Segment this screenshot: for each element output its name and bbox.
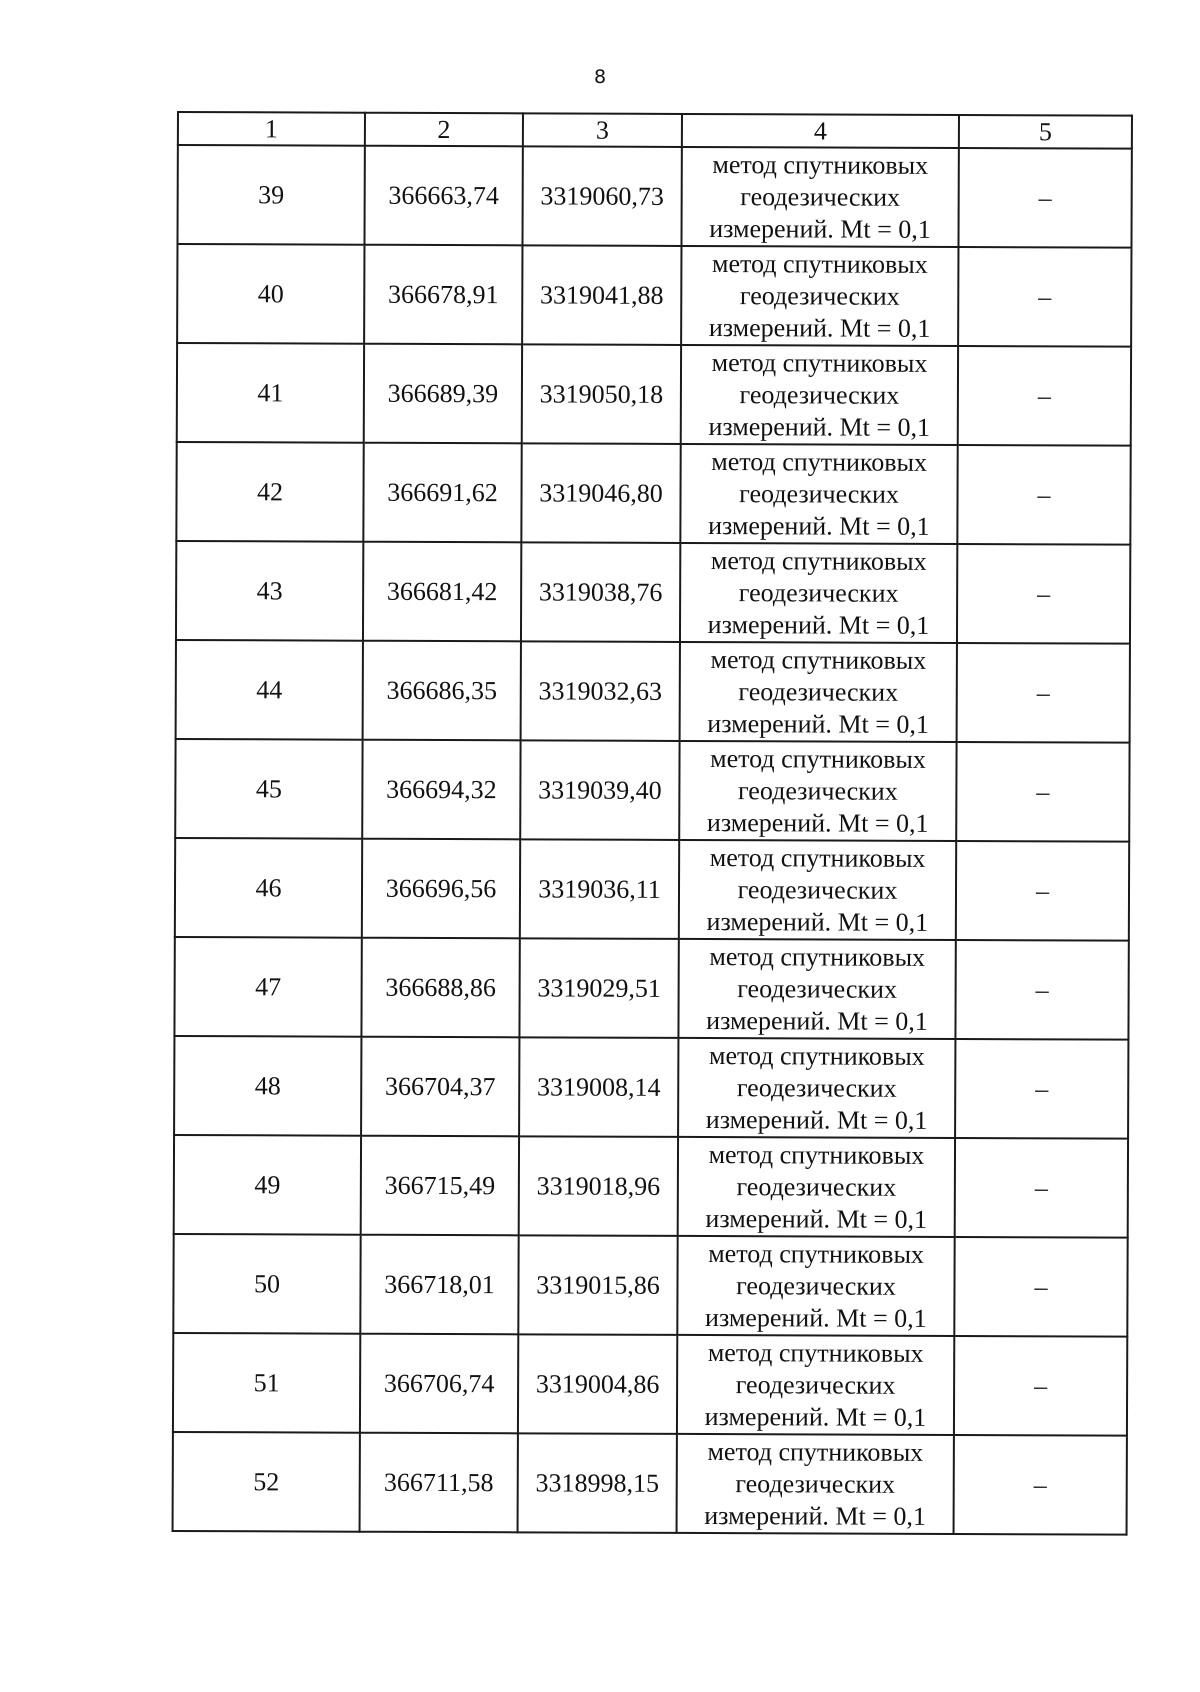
table-row — [174, 1036, 1128, 1139]
y-coordinate-cell: 3319038,76 — [521, 542, 680, 642]
method-cell — [680, 642, 957, 742]
column-header: 2 — [365, 113, 523, 147]
method-line: измерений. Mt = 0,1 — [707, 609, 930, 640]
method-line: измерений. Mt = 0,1 — [706, 906, 929, 937]
table-row — [173, 1432, 1127, 1535]
point-number-cell: 42 — [176, 442, 363, 542]
x-coordinate-cell: 366696,56 — [362, 839, 520, 939]
method-line: метод спутниковых — [708, 1139, 925, 1170]
method-line: метод спутниковых — [710, 545, 927, 576]
point-number-cell: 40 — [177, 244, 364, 344]
method-line: метод спутниковых — [709, 842, 926, 873]
method-cell — [681, 246, 958, 346]
y-coordinate-cell: 3319050,18 — [522, 344, 681, 444]
method-line: метод спутниковых — [710, 644, 927, 675]
table-row — [175, 838, 1129, 941]
x-coordinate-cell: 366715,49 — [361, 1136, 519, 1236]
method-line: геодезических — [737, 973, 898, 1004]
note-cell: – — [954, 1435, 1127, 1535]
x-coordinate-cell: 366681,42 — [363, 542, 521, 642]
method-line: метод спутниковых — [712, 149, 929, 180]
column-header: 1 — [178, 112, 365, 146]
method-line: измерений. Mt = 0,1 — [708, 510, 930, 541]
method-line: геодезических — [735, 1369, 896, 1400]
method-cell — [679, 741, 956, 841]
point-number-cell: 48 — [174, 1036, 361, 1136]
method-line: измерений. Mt = 0,1 — [707, 708, 930, 739]
y-coordinate-cell: 3319018,96 — [519, 1136, 678, 1236]
method-line: геодезических — [740, 181, 901, 212]
point-number-cell: 51 — [173, 1333, 360, 1433]
method-line: метод спутниковых — [712, 248, 928, 279]
x-coordinate-cell: 366686,35 — [363, 641, 521, 741]
note-cell: – — [957, 445, 1130, 545]
method-line: геодезических — [738, 676, 899, 707]
method-line: геодезических — [739, 280, 900, 311]
method-line: метод спутниковых — [707, 1337, 924, 1368]
note-cell: – — [956, 742, 1129, 842]
point-number-cell: 39 — [177, 145, 364, 245]
table-row — [176, 640, 1130, 743]
method-cell — [677, 1236, 954, 1336]
x-coordinate-cell: 366689,39 — [364, 344, 522, 444]
x-coordinate-cell: 366711,58 — [360, 1433, 518, 1533]
method-cell — [681, 345, 958, 445]
method-line: метод спутниковых — [710, 743, 926, 774]
table-row — [175, 739, 1129, 842]
y-coordinate-cell: 3319015,86 — [518, 1235, 677, 1335]
method-line: измерений. Mt = 0,1 — [708, 411, 931, 442]
y-coordinate-cell: 3319032,63 — [521, 641, 680, 741]
method-cell — [680, 543, 957, 643]
method-cell — [678, 1038, 955, 1138]
note-cell: – — [955, 940, 1128, 1040]
method-line: геодезических — [737, 775, 898, 806]
point-number-cell: 52 — [173, 1432, 360, 1532]
table-row — [177, 145, 1131, 248]
x-coordinate-cell: 366694,32 — [362, 740, 520, 840]
point-number-cell: 43 — [176, 541, 363, 641]
note-cell: – — [955, 1039, 1128, 1139]
method-line: измерений. Mt = 0,1 — [704, 1500, 926, 1531]
table-row — [174, 937, 1128, 1040]
column-header: 5 — [959, 115, 1132, 149]
y-coordinate-cell: 3319039,40 — [520, 740, 679, 840]
table-row — [176, 442, 1130, 545]
y-coordinate-cell: 3319060,73 — [522, 146, 681, 246]
method-line: геодезических — [738, 577, 899, 608]
table-row — [177, 343, 1131, 446]
point-number-cell: 44 — [176, 640, 363, 740]
point-number-cell: 49 — [174, 1135, 361, 1235]
y-coordinate-cell: 3319041,88 — [522, 245, 681, 345]
point-number-cell: 41 — [177, 343, 364, 443]
point-number-cell: 45 — [175, 739, 362, 839]
method-line: геодезических — [739, 478, 899, 509]
method-line: измерений. Mt = 0,1 — [706, 807, 929, 838]
table-header-row — [178, 112, 1132, 149]
method-line: геодезических — [739, 379, 900, 410]
y-coordinate-cell: 3319046,80 — [521, 443, 680, 543]
y-coordinate-cell: 3319029,51 — [519, 938, 678, 1038]
method-line: метод спутниковых — [707, 1436, 924, 1467]
method-line: геодезических — [735, 1468, 896, 1499]
method-line: измерений. Mt = 0,1 — [708, 312, 931, 343]
method-line: метод спутниковых — [708, 1238, 925, 1269]
method-line: измерений. Mt = 0,1 — [709, 213, 931, 244]
method-cell — [680, 444, 957, 544]
method-cell — [678, 939, 955, 1039]
method-line: геодезических — [736, 1171, 897, 1202]
x-coordinate-cell: 366663,74 — [364, 146, 522, 246]
x-coordinate-cell: 366678,91 — [364, 245, 522, 345]
method-line: геодезических — [737, 874, 898, 905]
table-row — [174, 1135, 1128, 1238]
x-coordinate-cell: 366718,01 — [360, 1235, 518, 1335]
x-coordinate-cell: 366704,37 — [361, 1037, 519, 1137]
note-cell: – — [954, 1336, 1127, 1436]
coordinates-table-container — [172, 111, 1131, 1536]
method-line: геодезических — [736, 1072, 897, 1103]
column-header: 4 — [682, 114, 959, 148]
x-coordinate-cell: 366688,86 — [361, 938, 519, 1038]
y-coordinate-cell: 3319036,11 — [520, 839, 679, 939]
method-line: метод спутниковых — [709, 941, 926, 972]
x-coordinate-cell: 366706,74 — [360, 1334, 518, 1434]
note-cell: – — [958, 148, 1131, 248]
y-coordinate-cell: 3319008,14 — [519, 1037, 678, 1137]
y-coordinate-cell: 3319004,86 — [518, 1334, 677, 1434]
table-row — [173, 1333, 1127, 1436]
y-coordinate-cell: 3318998,15 — [518, 1433, 677, 1533]
page-number: 8 — [593, 66, 607, 88]
method-line: геодезических — [736, 1270, 896, 1301]
method-cell — [681, 147, 958, 247]
method-line: измерений. Mt = 0,1 — [705, 1302, 927, 1333]
note-cell: – — [955, 1138, 1128, 1238]
method-cell — [678, 1137, 955, 1237]
point-number-cell: 46 — [175, 838, 362, 938]
method-line: метод спутниковых — [711, 347, 928, 378]
note-cell: – — [957, 643, 1130, 743]
coordinates-table — [172, 111, 1133, 1536]
point-number-cell: 50 — [173, 1234, 360, 1334]
column-header: 3 — [523, 113, 682, 147]
note-cell: – — [954, 1237, 1127, 1337]
method-line: измерений. Mt = 0,1 — [706, 1005, 928, 1036]
note-cell: – — [958, 346, 1131, 446]
point-number-cell: 47 — [174, 937, 361, 1037]
method-line: измерений. Mt = 0,1 — [705, 1203, 928, 1234]
method-cell — [679, 840, 956, 940]
method-line: метод спутниковых — [708, 1040, 925, 1071]
note-cell: – — [956, 841, 1129, 941]
table-row — [176, 541, 1130, 644]
method-cell — [677, 1434, 954, 1534]
x-coordinate-cell: 366691,62 — [363, 443, 521, 543]
method-line: метод спутниковых — [711, 446, 928, 477]
note-cell: – — [957, 544, 1130, 644]
method-cell — [677, 1335, 954, 1435]
table-row — [173, 1234, 1127, 1337]
table-body — [173, 145, 1132, 1535]
method-line: измерений. Mt = 0,1 — [705, 1104, 928, 1135]
note-cell: – — [958, 247, 1131, 347]
method-line: измерений. Mt = 0,1 — [704, 1401, 927, 1432]
table-row — [177, 244, 1131, 347]
